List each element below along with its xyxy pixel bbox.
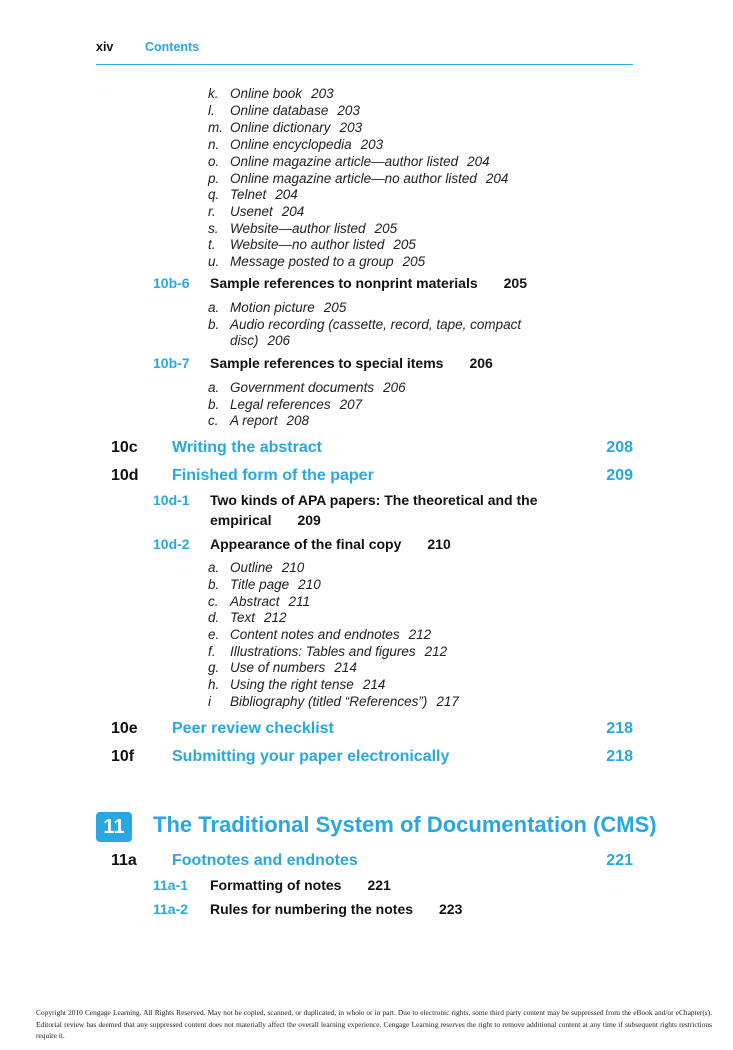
toc-item[interactable]: a. Motion picture 205	[208, 300, 347, 315]
section-page: 208	[606, 439, 633, 456]
section-10d[interactable]: Finished form of the paper	[172, 467, 374, 484]
toc-item[interactable]: k. Online book 203	[208, 86, 334, 101]
toc-item[interactable]: h. Using the right tense 214	[208, 677, 386, 692]
subsection-number: 10b-7	[153, 355, 190, 371]
section-page: 221	[606, 852, 633, 869]
section-page: 218	[606, 748, 633, 765]
subsection-11a-2[interactable]: Rules for numbering the notes 223	[210, 901, 463, 917]
toc-item[interactable]: i Bibliography (titled “References”) 217	[208, 694, 459, 709]
section-number: 10f	[111, 748, 135, 765]
toc-item[interactable]: q. Telnet 204	[208, 187, 298, 202]
toc-item[interactable]: c. Abstract 211	[208, 594, 311, 609]
toc-item[interactable]: m. Online dictionary 203	[208, 120, 363, 135]
toc-item[interactable]: b. Title page 210	[208, 577, 321, 592]
header-page-number: xiv	[96, 40, 114, 54]
running-header	[96, 40, 633, 65]
toc-item[interactable]: f. Illustrations: Tables and figures 212	[208, 644, 448, 659]
section-number: 10d	[111, 467, 139, 484]
section-page: 218	[606, 720, 633, 737]
chapter-number-badge: 11	[96, 812, 132, 842]
toc-item[interactable]: c. A report 208	[208, 413, 310, 428]
section-10c[interactable]: Writing the abstract	[172, 439, 322, 456]
toc-item-continuation[interactable]: disc) 206	[230, 333, 291, 348]
toc-item[interactable]: n. Online encyclopedia 203	[208, 137, 384, 152]
subsection-10b-7[interactable]: Sample references to special items 206	[210, 355, 493, 371]
section-number: 11a	[111, 852, 137, 869]
section-10f[interactable]: Submitting your paper electronically	[172, 748, 450, 765]
toc-item[interactable]: l. Online database 203	[208, 103, 360, 118]
subsection-10b-6[interactable]: Sample references to nonprint materials 205	[210, 275, 527, 291]
section-10e[interactable]: Peer review checklist	[172, 720, 334, 737]
subsection-number: 10b-6	[153, 275, 190, 291]
toc-item[interactable]: s. Website—author listed 205	[208, 221, 398, 236]
toc-item[interactable]: g. Use of numbers 214	[208, 660, 357, 675]
copyright-notice: Copyright 2010 Cengage Learning. All Rights Reserved. May not be copied, scanned, or duplicated, in whole or in part. Due to electronic rights, some third party content may be suppressed from the eBook and/or eChapter(s). Editorial review has deemed that any suppressed content does not materially affect the overall learning experience. Cengage Learning reserves the right to remove additional content at any time if subsequent rights restrictions require it.	[36, 1008, 712, 1040]
section-11a[interactable]: Footnotes and endnotes	[172, 852, 358, 869]
subsection-number: 11a-2	[153, 901, 189, 917]
toc-item[interactable]: r. Usenet 204	[208, 204, 305, 219]
section-page: 209	[606, 467, 633, 484]
subsection-number: 11a-1	[153, 877, 189, 893]
toc-item[interactable]: d. Text 212	[208, 610, 287, 625]
toc-item[interactable]: a. Government documents 206	[208, 380, 406, 395]
subsection-number: 10d-1	[153, 492, 190, 508]
toc-item[interactable]: p. Online magazine article—no author listed 204	[208, 171, 509, 186]
toc-item[interactable]: u. Message posted to a group 205	[208, 254, 426, 269]
section-number: 10e	[111, 720, 138, 737]
toc-item[interactable]: a. Outline 210	[208, 560, 305, 575]
subsection-10d-2[interactable]: Appearance of the final copy 210	[210, 536, 451, 552]
toc-item[interactable]: o. Online magazine article—author listed 204	[208, 154, 490, 169]
subsection-10d-1[interactable]: Two kinds of APA papers: The theoretical and the	[210, 492, 538, 508]
header-title: Contents	[145, 40, 200, 54]
section-number: 10c	[111, 439, 138, 456]
toc-item[interactable]: e. Content notes and endnotes 212	[208, 627, 432, 642]
subsection-number: 10d-2	[153, 536, 190, 552]
chapter-title[interactable]: The Traditional System of Documentation (CMS)	[153, 812, 657, 837]
toc-item[interactable]: b. Audio recording (cassette, record, tape, compact	[208, 317, 522, 332]
toc-item[interactable]: t. Website—no author listed 205	[208, 237, 416, 252]
toc-item[interactable]: b. Legal references 207	[208, 397, 363, 412]
subsection-10d-1-continuation[interactable]: empirical 209	[210, 512, 321, 528]
subsection-11a-1[interactable]: Formatting of notes 221	[210, 877, 391, 893]
